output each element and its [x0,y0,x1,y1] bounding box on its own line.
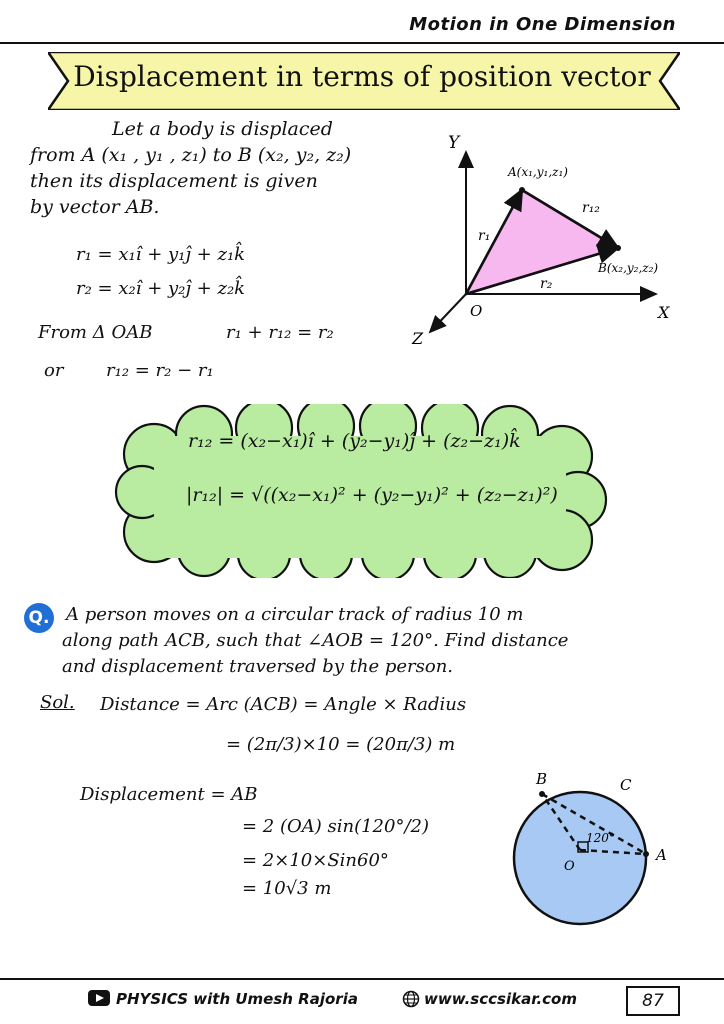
question-line: and displacement traversed by the person. [62,656,454,677]
youtube-icon [88,990,110,1006]
cloud-equation-magnitude: |r₁₂| = √((x₂−x₁)² + (y₂−y₁)² + (z₂−z₁)²) [186,484,558,506]
distance-line: Distance = Arc (ACB) = Angle × Radius [100,694,467,715]
distance-calculation: = (2π/3)×10 = (20π/3) m [226,734,456,755]
point-a-dot [643,851,649,857]
section-title: Displacement in terms of position vector [73,60,651,93]
displacement-step-1: = 2 (OA) sin(120°/2) [242,816,430,837]
intro-line: by vector AB. [30,196,160,218]
circle-label-c: C [620,776,632,794]
origin-label: O [470,302,483,320]
point-b-dot [539,791,545,797]
angle-label: 120° [586,831,615,845]
vector-r12-label: r₁₂ [582,200,600,216]
question-text [62,602,569,680]
circular-track-diagram [502,766,682,926]
z-axis [430,294,466,332]
x-axis-label: X [658,303,670,322]
point-a-label: A(x₁,y₁,z₁) [508,165,568,179]
y-axis-label: Y [448,133,460,153]
z-axis-label: Z [412,329,424,348]
footer-website: www.sccsikar.com [424,990,577,1008]
intro-line: then its displacement is given [30,170,318,192]
equation-r1: r₁ = x₁î + y₁ĵ + z₁k̂ [76,244,246,265]
intro-line: Let a body is displaced [112,118,333,140]
chapter-title: Motion in One Dimension [409,14,676,35]
displacement-line: Displacement = AB [80,784,258,805]
from-triangle-label: From Δ OAB [38,322,153,343]
displacement-step-3: = 10√3 m [242,878,332,899]
point-a-dot [519,187,525,193]
question-badge: Q. [24,603,54,633]
triangle-relation: r₁ + r₁₂ = r₂ [226,322,334,343]
vector-r1-label: r₁ [478,228,491,244]
circle-label-o: O [564,859,575,874]
globe-icon [402,990,420,1008]
cloud-equation-vector: r₁₂ = (x₂−x₁)î + (y₂−y₁)ĵ + (z₂−z₁)k̂ [188,430,521,452]
point-b-label: B(x₂,y₂,z₂) [598,261,659,275]
circle-label-b: B [536,770,548,788]
equation-r2: r₂ = x₂î + y₂ĵ + z₂k̂ [76,278,246,299]
position-vector-diagram [404,128,704,358]
or-label: or [44,360,64,381]
circle-label-a: A [656,846,667,864]
question-line: along path ACB, such that ∠AOB = 120°. Find distance [62,630,569,651]
vector-r2-label: r₂ [540,276,553,292]
footer-divider [0,978,724,980]
intro-text [30,116,351,220]
point-b-dot [615,245,621,251]
page-number: 87 [626,986,680,1016]
solution-label: Sol. [40,692,75,713]
displacement-step-2: = 2×10×Sin60° [242,850,389,871]
header-divider [0,42,724,44]
circular-track [514,792,646,924]
question-line: A person moves on a circular track of radius 10 m [66,604,524,625]
equation-r12: r₁₂ = r₂ − r₁ [106,360,214,381]
intro-line: from A (x₁ , y₁ , z₁) to B (x₂, y₂, z₂) [30,144,352,166]
footer-channel: PHYSICS with Umesh Rajoria [116,990,358,1008]
